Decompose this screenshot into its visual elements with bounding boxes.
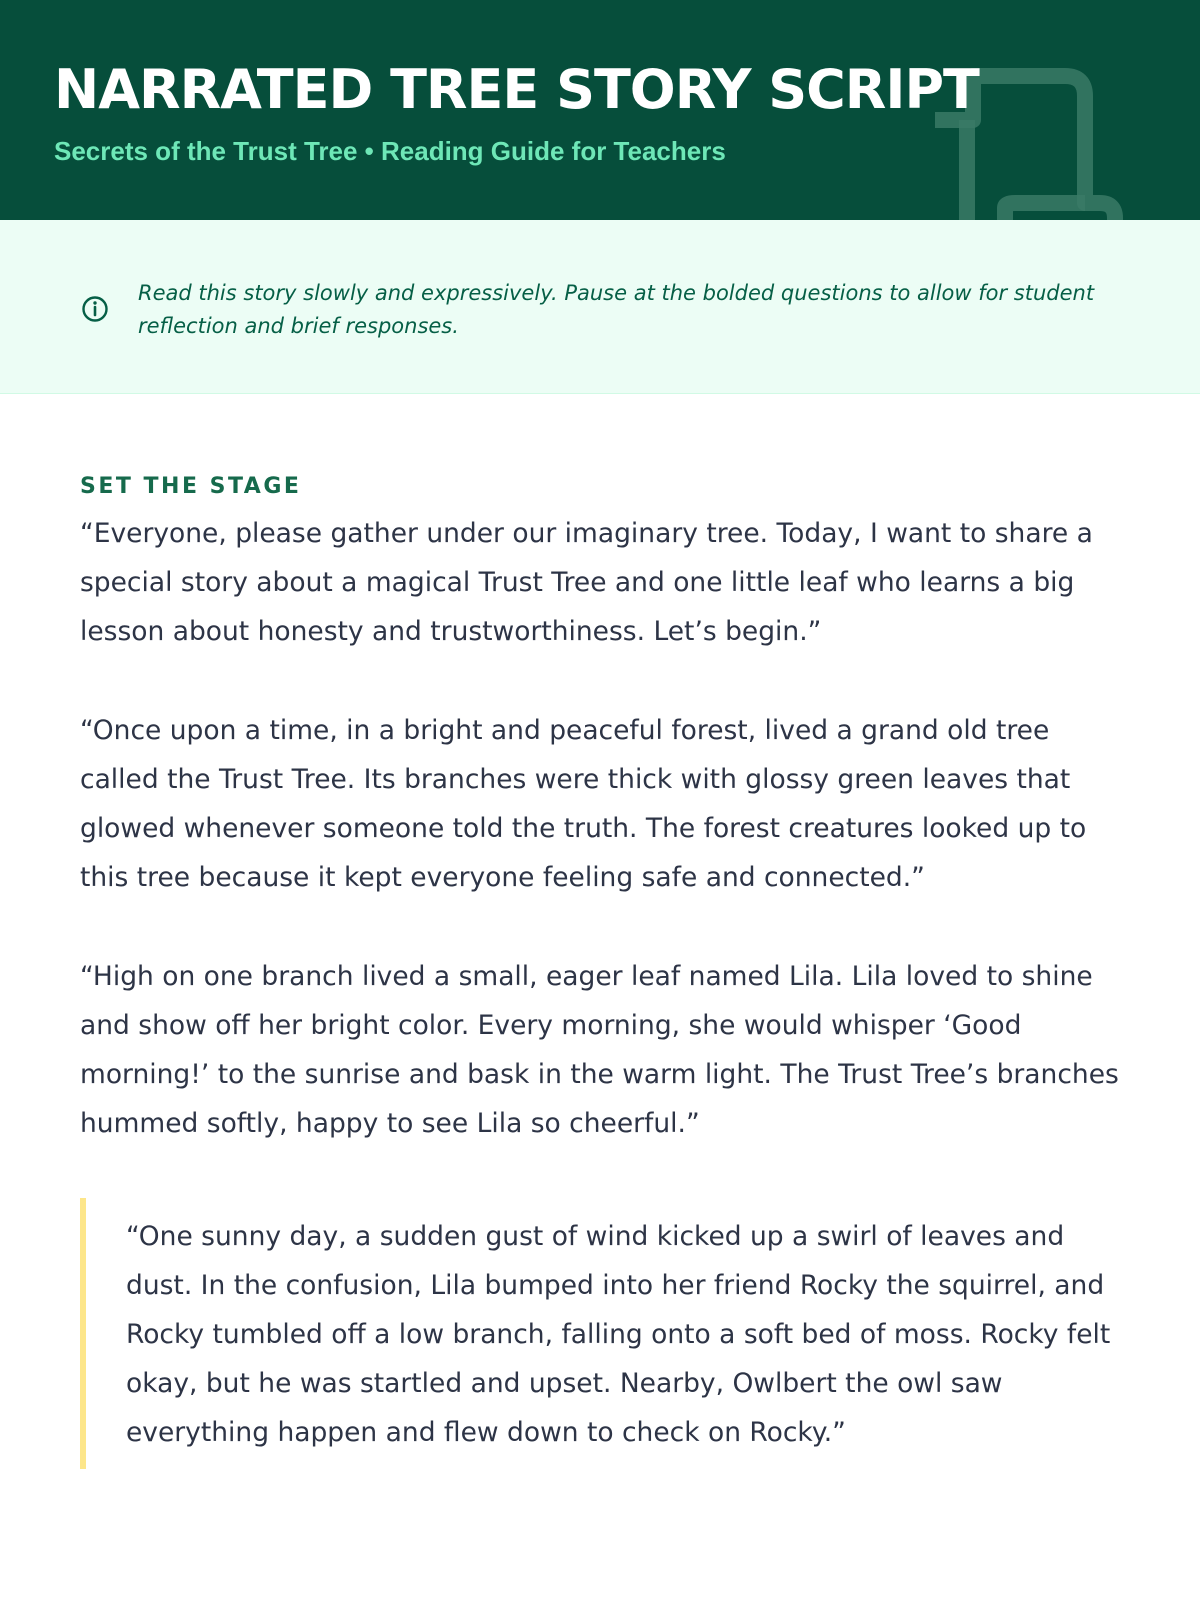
page-subtitle: Secrets of the Trust Tree • Reading Guide for Teachers bbox=[54, 136, 726, 166]
page-header bbox=[0, 0, 1200, 220]
highlighted-passage bbox=[80, 1198, 1120, 1469]
highlighted-passage-text: “One sunny day, a sudden gust of wind kicked up a swirl of leaves and dust. In the confusion, Lila bumped into her friend Rocky the squirrel, and Rocky tumbled off a low branch, falling onto a soft bed of moss. Rocky felt okay, but he was startled and upset. Nearby, Owlbert the owl saw everything happen and flew down to check on Rocky.” bbox=[126, 1221, 1111, 1448]
info-icon bbox=[80, 294, 110, 324]
instructions-text: Read this story slowly and expressively. Pause at the bolded questions to allow for student reflection and brief responses. bbox=[138, 281, 1095, 338]
story-paragraph: “Everyone, please gather under our imaginary tree. Today, I want to share a special story about a magical Trust Tree and one little leaf who learns a big lesson about honesty and trustworthiness. Let’s begin.” bbox=[80, 518, 1093, 647]
page-title: NARRATED TREE STORY SCRIPT bbox=[54, 58, 979, 121]
story-content bbox=[0, 394, 1200, 1469]
story-paragraph: “Once upon a time, in a bright and peaceful forest, lived a grand old tree called the Trust Tree. Its branches were thick with glossy green leaves that glowed whenever someone told the truth. The forest creatures looked up to this tree because it kept everyone feeling safe and connected.” bbox=[80, 715, 1087, 893]
reading-instructions-note bbox=[0, 220, 1200, 394]
story-paragraph: “High on one branch lived a small, eager leaf named Lila. Lila loved to shine and show off her bright color. Every morning, she would whisper ‘Good morning!’ to the sunrise and bask in the warm light. The Trust Tree’s branches hummed softly, happy to see Lila so cheerful.” bbox=[80, 961, 1119, 1139]
section-heading: SET THE STAGE bbox=[80, 474, 302, 499]
